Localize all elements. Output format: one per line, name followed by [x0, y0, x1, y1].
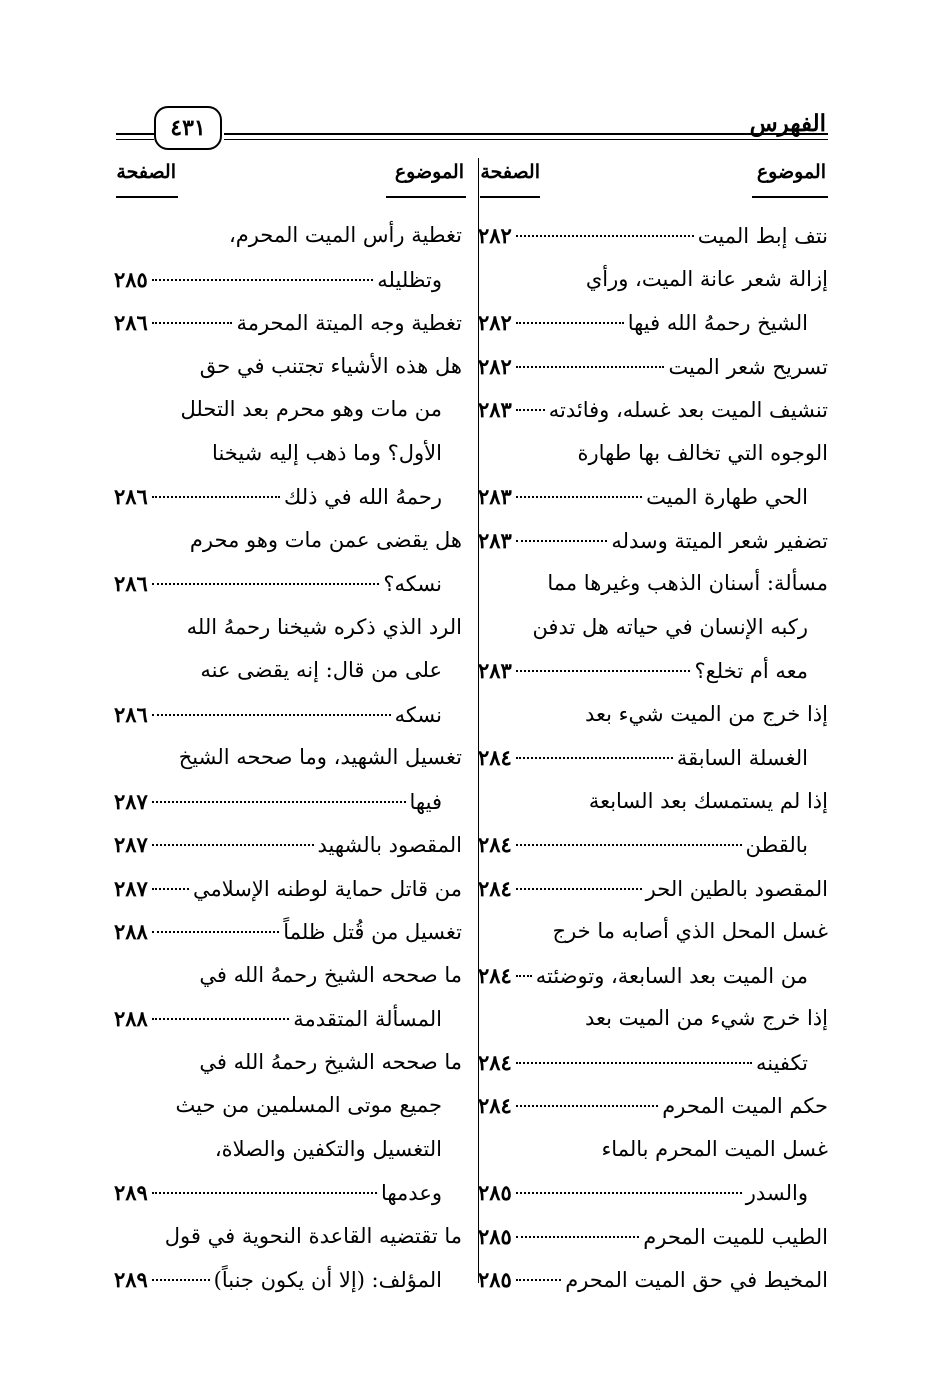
leader-dots [516, 1192, 742, 1194]
entry-page-number: ٢٨٢ [478, 223, 512, 248]
leader-dots [152, 322, 233, 324]
index-entry-line [114, 562, 462, 606]
leader-dots [152, 1192, 377, 1194]
entry-topic-text: هل يقضى عمن مات وهو محرم [189, 527, 462, 552]
entry-page-number: ٢٨٣ [478, 484, 512, 509]
leader-dots [516, 1105, 658, 1107]
right-page-heading-underline [480, 196, 540, 198]
leader-dots [152, 888, 189, 890]
index-entry [478, 1215, 828, 1259]
left-column-topic-heading: الموضوع [394, 161, 464, 183]
index-entry [478, 258, 828, 345]
entry-topic-text: التغسيل والتكفين والصلاة، [214, 1136, 442, 1161]
entry-topic-text: حكم الميت المحرم [662, 1094, 828, 1118]
index-entry-line [114, 997, 462, 1041]
entry-topic-text: إزالة شعر عانة الميت، ورأي [585, 266, 828, 291]
entry-topic-text: تضفير شعر الميتة وسدله [611, 528, 828, 553]
entry-topic-text: من قاتل حماية لوطنه الإسلامي [193, 876, 462, 901]
index-entry-line [478, 345, 828, 389]
leader-dots [516, 1062, 752, 1064]
entry-topic-text: والسدر [745, 1181, 808, 1205]
index-entry-line [478, 301, 828, 345]
entry-topic-text: تغسيل الشهيد، وما صححه الشيخ [178, 745, 462, 769]
index-entry [114, 736, 462, 823]
header-rule-bottom [224, 139, 828, 140]
entry-page-number: ٢٨٩ [114, 1267, 148, 1292]
entry-topic-text: الحي طهارة الميت [646, 485, 808, 509]
index-entry [114, 519, 462, 606]
leader-dots [516, 366, 665, 368]
leader-dots [516, 888, 642, 890]
entry-topic-text: تنشيف الميت بعد غسله، وفائدته [548, 398, 828, 422]
index-entry-line [478, 954, 828, 998]
right-column-topic-heading: الموضوع [756, 161, 826, 183]
index-entry-line [114, 823, 462, 867]
entry-page-number: ٢٨٢ [478, 353, 512, 379]
entry-topic-text: تسريح شعر الميت [668, 354, 828, 379]
index-entry [114, 954, 462, 1041]
index-entry [478, 1084, 828, 1128]
entry-topic-text: الوجوه التي تخالف بها طهارة [577, 440, 828, 465]
header-rule-top [224, 133, 828, 135]
entry-topic-text: ركبه الإنسان في حياته هل تدفن [532, 614, 808, 639]
entry-topic-text: هل هذه الأشياء تجتنب في حق [199, 353, 462, 378]
index-entry-line [478, 693, 828, 737]
entry-page-number: ٢٨٤ [478, 832, 512, 857]
leader-dots [516, 757, 673, 759]
leader-dots [152, 931, 279, 933]
entry-page-number: ٢٨٤ [478, 962, 512, 988]
entry-page-number: ٢٨٦ [114, 310, 148, 335]
entry-topic-text: ما صححه الشيخ رحمهُ الله في [199, 1049, 462, 1074]
entry-page-number: ٢٨٥ [114, 266, 148, 292]
index-entry-line [114, 954, 462, 998]
index-entry-line [114, 649, 462, 693]
index-entry [114, 214, 462, 301]
right-column-page-heading: الصفحة [480, 161, 540, 183]
leader-dots [516, 1236, 639, 1238]
leader-dots [152, 279, 373, 281]
entry-topic-text: فيها [409, 789, 442, 814]
leader-dots [516, 540, 607, 542]
entry-topic-text: معه أم تخلع؟ [694, 659, 808, 683]
entry-topic-text: المسألة المتقدمة [293, 1007, 442, 1031]
entry-topic-text: رحمهُ الله في ذلك [284, 485, 442, 509]
index-entry-line [478, 1084, 828, 1128]
left-column-entries [114, 214, 462, 1302]
entry-topic-text: تغطية وجه الميتة المحرمة [236, 311, 462, 335]
index-entry [478, 432, 828, 519]
index-entry-line [478, 258, 828, 302]
entry-topic-text: ما تقتضيه القاعدة النحوية في قول [164, 1223, 462, 1248]
index-entry [478, 1258, 828, 1302]
entry-topic-text: إذا لم يستمسك بعد السابعة [588, 788, 828, 813]
entry-page-number: ٢٨٦ [114, 701, 148, 727]
entry-page-number: ٢٨٢ [478, 310, 512, 335]
index-entry [114, 606, 462, 737]
page-number: ٤٣١ [154, 106, 222, 150]
index-entry-line [478, 1258, 828, 1302]
running-header-title: الفهرس [749, 110, 826, 137]
index-entry-line [114, 432, 462, 476]
left-page-heading-underline [116, 196, 178, 198]
index-entry-line [114, 1128, 462, 1172]
entry-topic-text: الشيخ رحمهُ الله فيها [627, 311, 808, 335]
index-entry-line [114, 258, 462, 302]
index-entry-line [114, 867, 462, 911]
entry-topic-text: تكفينه [756, 1050, 808, 1075]
entry-topic-text: نسكه [394, 702, 442, 727]
index-entry [114, 301, 462, 345]
entry-topic-text: تغسيل من قُتل ظلماً [283, 920, 462, 944]
leader-dots [516, 670, 691, 672]
index-entry-line [114, 301, 462, 345]
entry-topic-text: من الميت بعد السابعة، وتوضئته [535, 963, 808, 988]
entry-topic-text: غسل المحل الذي أصابه ما خرج [552, 919, 828, 943]
index-entry [478, 345, 828, 389]
entry-page-number: ٢٨٧ [114, 875, 148, 901]
index-entry-line [114, 736, 462, 780]
left-column-page-heading: الصفحة [116, 161, 176, 183]
index-entry-line [478, 649, 828, 693]
index-entry-line [114, 1215, 462, 1259]
header-rule-left-bottom [116, 139, 154, 140]
index-entry [114, 1041, 462, 1215]
index-entry [478, 780, 828, 867]
entry-topic-text: على من قال: إنه يقضى عنه [200, 658, 442, 682]
entry-topic-text: إذا خرج من الميت شيء بعد [584, 701, 828, 726]
leader-dots [152, 714, 391, 716]
index-entry-line [478, 910, 828, 954]
entry-topic-text: نتف إبط الميت [697, 224, 828, 248]
entry-page-number: ٢٨٤ [478, 1049, 512, 1075]
entry-page-number: ٢٨٨ [114, 1006, 148, 1031]
index-entry [478, 910, 828, 997]
index-entry [478, 997, 828, 1084]
right-topic-heading-underline [752, 196, 828, 198]
entry-page-number: ٢٨٦ [114, 571, 148, 596]
index-entry [478, 867, 828, 911]
index-entry-line [114, 345, 462, 389]
leader-dots [516, 496, 642, 498]
index-entry-line [114, 910, 462, 954]
right-column-entries [478, 214, 828, 1302]
index-entry-line [114, 780, 462, 824]
leader-dots [152, 1279, 210, 1281]
index-entry-line [114, 606, 462, 650]
index-entry-line [114, 475, 462, 519]
leader-dots [516, 1279, 561, 1281]
index-entry-line [114, 693, 462, 737]
leader-dots [516, 322, 624, 324]
leader-dots [516, 235, 694, 237]
index-entry [478, 562, 828, 693]
entry-topic-text: مسألة: أسنان الذهب وغيرها مما [547, 571, 828, 595]
index-entry-line [114, 1171, 462, 1215]
entry-topic-text: وتظليله [377, 267, 442, 292]
entry-topic-text: الطيب للميت المحرم [643, 1224, 828, 1249]
index-entry-line [478, 1171, 828, 1215]
entry-page-number: ٢٨٣ [478, 527, 512, 553]
leader-dots [152, 496, 280, 498]
index-entry-line [478, 388, 828, 432]
entry-topic-text: الأول؟ وما ذهب إليه شيخنا [212, 440, 442, 465]
entry-topic-text: نسكه؟ [383, 572, 442, 596]
index-entry-line [478, 475, 828, 519]
entry-page-number: ٢٨٥ [478, 1267, 512, 1292]
entry-topic-text: المخيط في حق الميت المحرم [565, 1268, 828, 1292]
index-entry-line [114, 1084, 462, 1128]
index-entry [114, 867, 462, 911]
entry-page-number: ٢٨٨ [114, 919, 148, 944]
index-entry-line [478, 780, 828, 824]
index-entry-line [114, 1041, 462, 1085]
entry-topic-text: المؤلف: (إلا أن يكون جنباً) [213, 1268, 442, 1292]
entry-topic-text: إذا خرج شيء من الميت بعد [584, 1006, 828, 1030]
leader-dots [152, 844, 314, 846]
index-entry [478, 693, 828, 780]
entry-page-number: ٢٨٩ [114, 1180, 148, 1205]
entry-page-number: ٢٨٦ [114, 484, 148, 509]
entry-topic-text: الغسلة السابقة [676, 746, 808, 770]
entry-page-number: ٢٨٥ [478, 1223, 512, 1249]
index-entry [114, 910, 462, 954]
index-entry-line [478, 1041, 828, 1085]
index-entry [114, 823, 462, 867]
index-entry [114, 345, 462, 519]
entry-topic-text: المقصود بالطين الحر [645, 876, 828, 901]
index-entry-line [478, 997, 828, 1041]
entry-page-number: ٢٨٣ [478, 658, 512, 683]
index-entry-line [478, 1128, 828, 1172]
left-topic-heading-underline [386, 196, 466, 198]
index-entry-line [114, 1258, 462, 1302]
entry-page-number: ٢٨٧ [114, 788, 148, 814]
index-entry-line [114, 388, 462, 432]
entry-topic-text: الرد الذي ذكره شيخنا رحمهُ الله [186, 614, 462, 639]
index-entry-line [478, 606, 828, 650]
index-entry-line [478, 736, 828, 780]
leader-dots [516, 975, 532, 977]
entry-page-number: ٢٨٥ [478, 1180, 512, 1205]
index-entry [114, 1215, 462, 1302]
entry-page-number: ٢٨٧ [114, 832, 148, 857]
index-entry [478, 1128, 828, 1215]
index-entry-line [478, 562, 828, 606]
leader-dots [152, 1018, 289, 1020]
index-entry-line [114, 519, 462, 563]
index-entry-line [478, 867, 828, 911]
leader-dots [516, 844, 742, 846]
leader-dots [516, 409, 545, 411]
index-entry-line [478, 823, 828, 867]
entry-page-number: ٢٨٤ [478, 1093, 512, 1118]
index-entry [478, 388, 828, 432]
entry-topic-text: المقصود بالشهيد [317, 833, 462, 857]
index-entry-line [478, 1215, 828, 1259]
entry-page-number: ٢٨٣ [478, 397, 512, 422]
leader-dots [152, 801, 406, 803]
index-entry-line [478, 214, 828, 258]
entry-topic-text: بالقطن [745, 833, 808, 857]
entry-topic-text: غسل الميت المحرم بالماء [601, 1136, 828, 1161]
entry-page-number: ٢٨٤ [478, 745, 512, 770]
entry-topic-text: جميع موتى المسلمين من حيث [175, 1093, 442, 1117]
entry-topic-text: ما صححه الشيخ رحمهُ الله في [199, 962, 462, 987]
leader-dots [152, 583, 380, 585]
index-entry-line [478, 432, 828, 476]
index-entry-line [478, 519, 828, 563]
entry-topic-text: وعدمها [380, 1181, 442, 1205]
entry-page-number: ٢٨٤ [478, 875, 512, 901]
index-entry [478, 519, 828, 563]
index-entry-line [114, 214, 462, 258]
header-rule-left-top [116, 133, 154, 135]
entry-topic-text: تغطية رأس الميت المحرم، [228, 223, 462, 247]
entry-topic-text: من مات وهو محرم بعد التحلل [180, 397, 442, 421]
index-entry [478, 214, 828, 258]
